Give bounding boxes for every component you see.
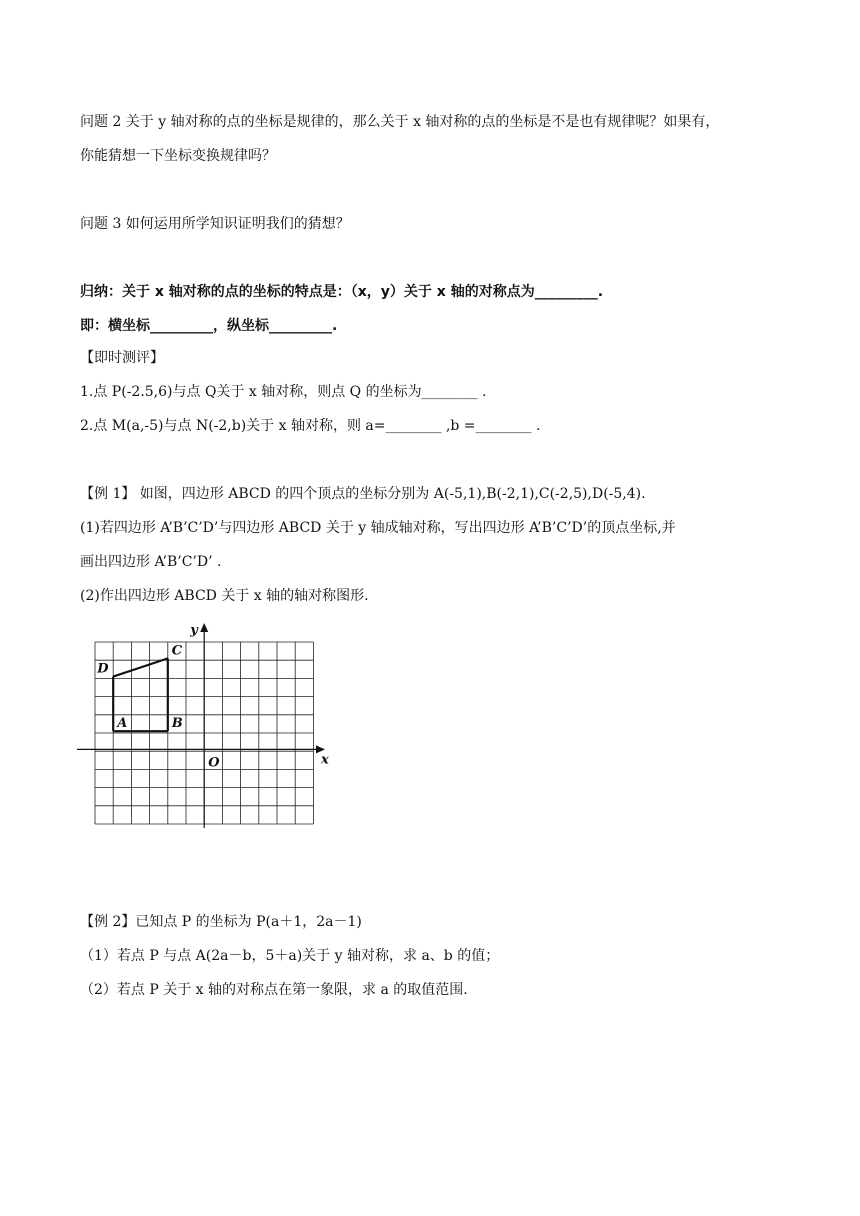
example-2-line-3: （2）若点 P 关于 x 轴的对称点在第一象限，求 a 的取值范围.: [80, 982, 468, 998]
example-1-line-4: (2)作出四边形 ABCD 关于 x 轴的轴对称图形.: [80, 588, 369, 604]
quiz-heading: 【即时测评】: [80, 350, 164, 366]
vertex-label-A: A: [117, 716, 128, 732]
coordinate-grid-figure: [75, 620, 345, 830]
vertex-label-B: B: [171, 716, 183, 732]
question-2-line-1: 问题 2 关于 y 轴对称的点的坐标是规律的，那么关于 x 轴对称的点的坐标是不是也有规律呢？如果有，: [80, 114, 720, 130]
vertex-label-D: D: [97, 661, 109, 677]
example-2-line-2: （1）若点 P 与点 A(2a－b，5＋a)关于 y 轴对称，求 a、b 的值；: [80, 948, 500, 964]
example-1-line-2: (1)若四边形 A’B’C’D’与四边形 ABCD 关于 y 轴成轴对称，写出四边形 A’B’C’D’的顶点坐标,并: [80, 520, 676, 536]
example-1-line-3: 画出四边形 A’B’C’D’ .: [80, 554, 222, 570]
y-axis-label: y: [190, 623, 198, 638]
summary-line-2: 即：横坐标_________，纵坐标_________.: [80, 318, 338, 334]
summary-line-1: 归纳：关于 x 轴对称的点的坐标的特点是：（x，y）关于 x 轴的对称点为_________.: [80, 284, 604, 300]
question-2-line-2: 你能猜想一下坐标变换规律吗？: [80, 148, 276, 164]
quiz-item-1: 1.点 P(-2.5,6)与点 Q关于 x 轴对称，则点 Q 的坐标为________ .: [80, 384, 487, 400]
example-2-line-1: 【例 2】已知点 P 的坐标为 P(a＋1，2a－1): [80, 914, 362, 930]
origin-label: O: [208, 755, 220, 771]
x-axis-label: x: [321, 752, 329, 768]
example-1-line-1: 【例 1】 如图，四边形 ABCD 的四个顶点的坐标分别为 A(-5,1),B(-2,1),C(-2,5),D(-5,4).: [80, 486, 646, 502]
quadrilateral-edge-DC: [113, 658, 168, 676]
question-3: 问题 3 如何运用所学知识证明我们的猜想？: [80, 216, 350, 232]
vertex-label-C: C: [171, 643, 183, 659]
y-axis-arrow: [200, 623, 208, 632]
quiz-item-2: 2.点 M(a,-5)与点 N(-2,b)关于 x 轴对称，则 a=________ ,b =________ .: [80, 418, 541, 434]
